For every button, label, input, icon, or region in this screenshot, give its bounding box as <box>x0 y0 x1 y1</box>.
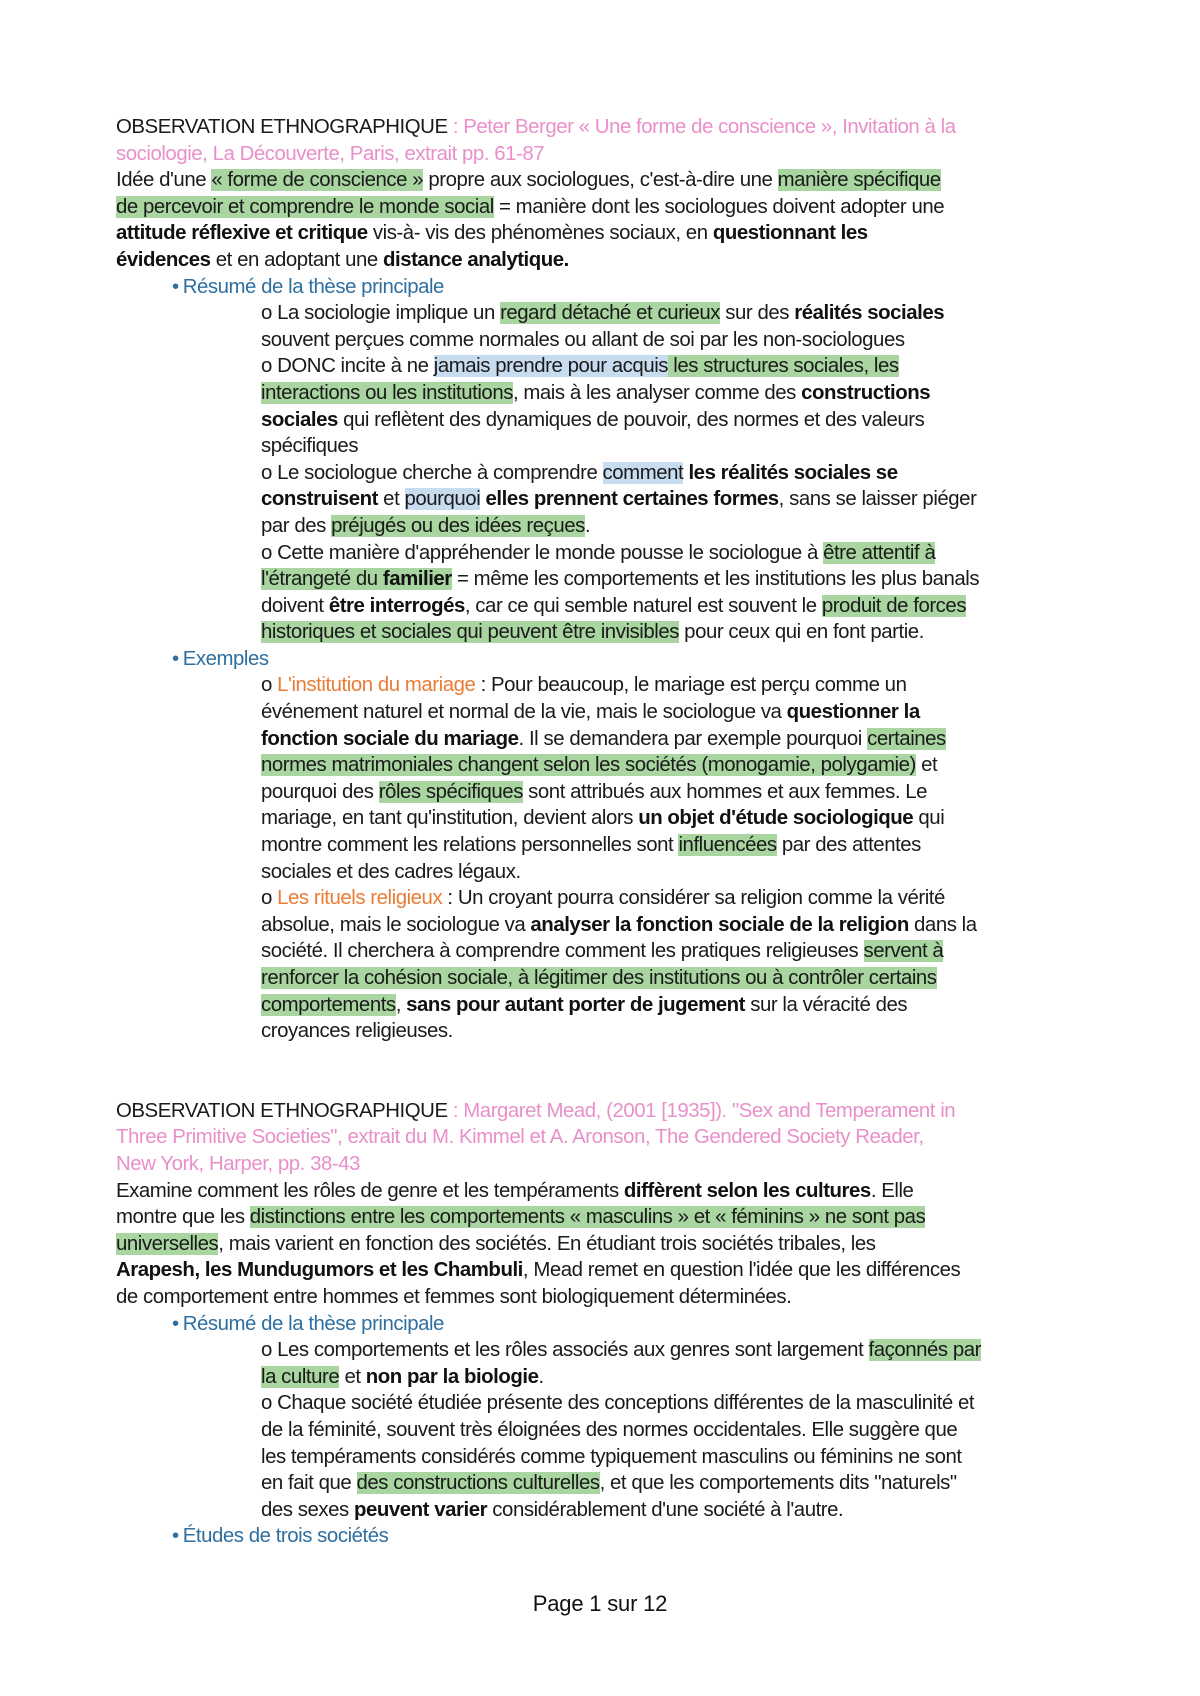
example-cont: sociales et des cadres légaux. <box>261 860 521 883</box>
bullet-icon: • <box>172 275 179 298</box>
example-cont: société. Il cherchera à comprendre comment les pratiques religieuses servent à <box>261 940 944 963</box>
section1-intro-line: de percevoir et comprendre le monde social = manière dont les sociologues doivent adopter une <box>116 195 945 218</box>
example-title: Les rituels religieux <box>277 887 443 910</box>
example-cont: fonction sociale du mariage. Il se demandera par exemple pourquoi certaines <box>261 727 946 750</box>
section2-intro-line: de comportement entre hommes et femmes sont biologiquement déterminées. <box>116 1285 792 1308</box>
sub-point-cont: construisent et pourquoi elles prennent certaines formes, sans se laisser piéger <box>261 488 977 511</box>
sub-point-cont: la culture et non par la biologie. <box>261 1365 544 1388</box>
sub-point-cont: sociales qui reflètent des dynamiques de pouvoir, des normes et des valeurs <box>261 408 925 431</box>
example-cont: croyances religieuses. <box>261 1020 453 1043</box>
sub-bullet-icon: o <box>261 302 272 325</box>
sub-bullet-icon: o <box>261 355 272 378</box>
example-cont: renforcer la cohésion sociale, à légitimer des institutions ou à contrôler certains <box>261 967 937 989</box>
example-title: L'institution du mariage <box>277 674 476 697</box>
sub-point-cont: l'étrangeté du familier = même les comportements et les institutions les plus banals <box>261 568 980 591</box>
sub-bullet-icon: o <box>261 1392 272 1415</box>
sub-point: o Cette manière d'appréhender le monde pousse le sociologue à être attentif à <box>261 541 936 564</box>
sub-bullet-icon: o <box>261 541 272 564</box>
section1-intro-line: Idée d'une « forme de conscience » propre aux sociologues, c'est-à-dire une manière spécifique <box>116 169 941 192</box>
sub-bullet-icon: o <box>261 1339 272 1362</box>
example-item: o Les rituels religieux : Un croyant pourra considérer sa religion comme la vérité <box>261 887 945 910</box>
bullet-icon: • <box>172 1525 179 1548</box>
sub-point: o DONC incite à ne jamais prendre pour acquis les structures sociales, les <box>261 355 899 378</box>
section2-intro-line: universelles, mais varient en fonction des sociétés. En étudiant trois sociétés tribales, les <box>116 1232 876 1255</box>
bullet-heading-resume: • Résumé de la thèse principale <box>172 1312 444 1335</box>
section-spacer <box>116 1045 1096 1098</box>
section1-heading: OBSERVATION ETHNOGRAPHIQUE : Peter Berger « Une forme de conscience », Invitation à la <box>116 116 956 138</box>
sub-point-cont: des sexes peuvent varier considérablement d'une société à l'autre. <box>261 1498 844 1521</box>
bullet-icon: • <box>172 647 179 670</box>
sub-bullet-icon: o <box>261 887 272 910</box>
section2-source: Margaret Mead, (2001 [1935]). "Sex and Temperament in <box>463 1099 956 1122</box>
example-cont: montre comment les relations personnelles sont influencées par des attentes <box>261 834 921 857</box>
section2-intro-line: Examine comment les rôles de genre et les tempéraments diffèrent selon les cultures. Elle <box>116 1179 914 1202</box>
sub-point: o Chaque société étudiée présente des conceptions différentes de la masculinité et <box>261 1392 975 1415</box>
example-item: o L'institution du mariage : Pour beaucoup, le mariage est perçu comme un <box>261 674 907 697</box>
example-cont: mariage, en tant qu'institution, devient alors un objet d'étude sociologique qui <box>261 807 945 830</box>
section2-intro-line: montre que les distinctions entre les comportements « masculins » et « féminins » ne sont pas <box>116 1206 926 1229</box>
section1-intro-line: attitude réflexive et critique vis-à- vis des phénomènes sociaux, en questionnant les <box>116 222 868 245</box>
section1-intro-line: évidences et en adoptant une distance analytique. <box>116 248 569 271</box>
example-cont: événement naturel et normal de la vie, mais le sociologue va questionner la <box>261 701 920 724</box>
sub-point: o Les comportements et les rôles associés aux genres sont largement façonnés par <box>261 1339 981 1362</box>
sub-point-cont: spécifiques <box>261 435 359 458</box>
bullet-heading-etudes: • Études de trois sociétés <box>172 1525 389 1548</box>
page-number: Page 1 sur 12 <box>532 1591 668 1616</box>
sub-point-cont: souvent perçues comme normales ou allant de soi par les non-sociologues <box>261 328 905 351</box>
sub-point: o La sociologie implique un regard détaché et curieux sur des réalités sociales <box>261 302 945 325</box>
sub-point-cont: historiques et sociales qui peuvent être invisibles pour ceux qui en font partie. <box>261 621 924 644</box>
section2-source-cont: Three Primitive Societies", extrait du M. Kimmel et A. Aronson, The Gendered Society Reader, <box>116 1126 924 1149</box>
bullet-heading-resume: • Résumé de la thèse principale <box>172 275 444 298</box>
sub-point-cont: par des préjugés ou des idées reçues. <box>261 514 591 537</box>
sub-point-cont: de la féminité, souvent très éloignées des normes occidentales. Elle suggère que <box>261 1418 958 1441</box>
example-cont: normes matrimoniales changent selon les sociétés (monogamie, polygamie) et <box>261 754 938 777</box>
section2-heading: OBSERVATION ETHNOGRAPHIQUE : Margaret Mead, (2001 [1935]). "Sex and Temperament in <box>116 1099 956 1122</box>
example-cont: absolue, mais le sociologue va analyser la fonction sociale de la religion dans la <box>261 913 977 936</box>
section2-source-cont: New York, Harper, pp. 38-43 <box>116 1152 361 1175</box>
section2-intro-line: Arapesh, les Mundugumors et les Chambuli, Mead remet en question l'idée que les différences <box>116 1259 961 1282</box>
sub-point: o Le sociologue cherche à comprendre comment les réalités sociales se <box>261 461 898 484</box>
example-cont: pourquoi des rôles spécifiques sont attribués aux hommes et aux femmes. Le <box>261 780 928 803</box>
page-content <box>116 114 1096 1550</box>
section1-source-cont: sociologie, La Découverte, Paris, extrait pp. 61-87 <box>116 142 545 165</box>
sub-bullet-icon: o <box>261 461 272 484</box>
sub-point-cont: interactions ou les institutions, mais à les analyser comme des constructions <box>261 381 931 404</box>
sub-bullet-icon: o <box>261 674 272 697</box>
section1-source: Peter Berger « Une forme de conscience », Invitation à la <box>463 116 956 138</box>
sub-point-cont: les tempéraments considérés comme typiquement masculins ou féminins ne sont <box>261 1445 962 1468</box>
bullet-heading-exemples: • Exemples <box>172 647 269 670</box>
example-cont: comportements, sans pour autant porter de jugement sur la véracité des <box>261 993 908 1016</box>
sub-point-cont: doivent être interrogés, car ce qui semble naturel est souvent le produit de forces <box>261 594 967 617</box>
sub-point-cont: en fait que des constructions culturelles, et que les comportements dits "naturels" <box>261 1472 957 1495</box>
bullet-icon: • <box>172 1312 179 1335</box>
